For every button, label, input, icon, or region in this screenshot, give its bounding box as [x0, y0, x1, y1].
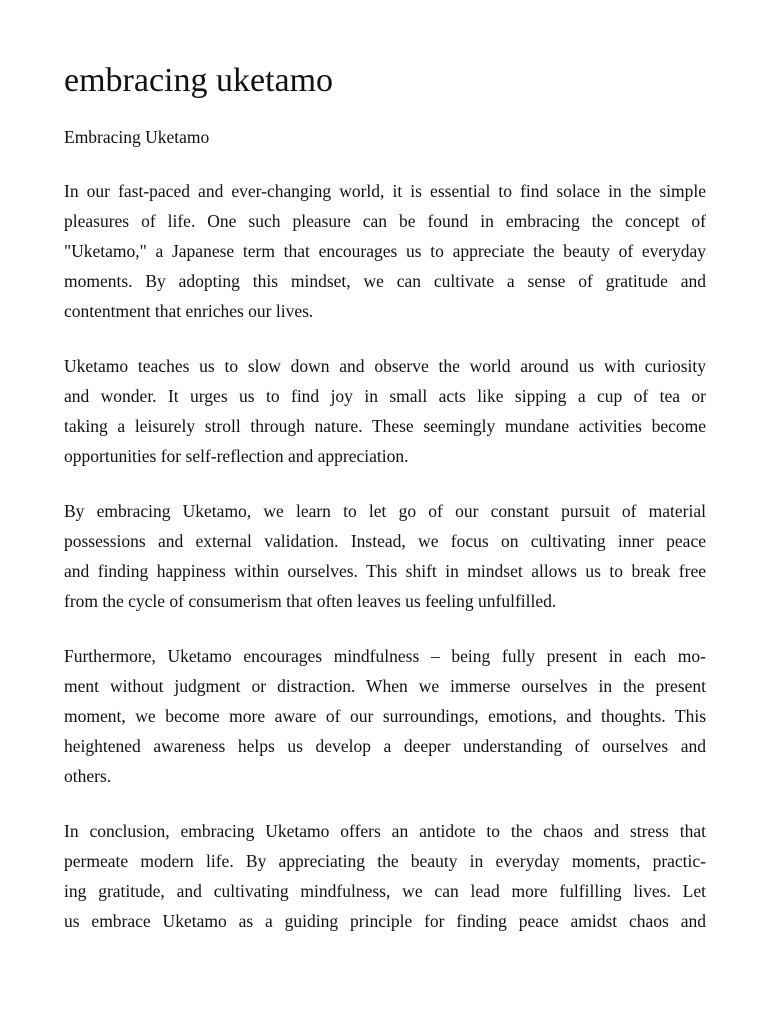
- paragraph-line: from the cycle of consumerism that often leaves us feeling unfulfilled.: [64, 591, 557, 611]
- paragraph-2: [64, 351, 706, 471]
- paragraph-line: moments. By adopting this mindset, we can cultivate a sense of gratitude and: [64, 271, 706, 291]
- paragraph-5: [64, 816, 706, 936]
- paragraph-line: and wonder. It urges us to find joy in small acts like sipping a cup of tea or: [64, 386, 706, 406]
- document-body: [64, 176, 706, 961]
- paragraph-line: moment, we become more aware of our surroundings, emotions, and thoughts. This: [64, 706, 706, 726]
- paragraph-1: [64, 176, 706, 326]
- document-subtitle: Embracing Uketamo: [64, 127, 210, 147]
- paragraph-4: [64, 641, 706, 791]
- paragraph-line: others.: [64, 766, 112, 786]
- paragraph-line: By embracing Uketamo, we learn to let go of our constant pursuit of material: [64, 501, 706, 521]
- paragraph-line: contentment that enriches our lives.: [64, 301, 314, 321]
- paragraph-line: Uketamo teaches us to slow down and observe the world around us with curiosity: [64, 356, 706, 376]
- document-title: embracing uketamo: [64, 62, 334, 99]
- paragraph-line: possessions and external validation. Instead, we focus on cultivating inner peace: [64, 531, 706, 551]
- paragraph-line: permeate modern life. By appreciating the beauty in everyday moments, practic-: [64, 851, 706, 871]
- paragraph-line: taking a leisurely stroll through nature. These seemingly mundane activities become: [64, 416, 706, 436]
- paragraph-line: In conclusion, embracing Uketamo offers an antidote to the chaos and stress that: [64, 821, 706, 841]
- paragraph-line: heightened awareness helps us develop a deeper understanding of ourselves and: [64, 736, 706, 756]
- paragraph-line: ing gratitude, and cultivating mindfulness, we can lead more fulfilling lives. Let: [64, 881, 706, 901]
- paragraph-line: Furthermore, Uketamo encourages mindfulness – being fully present in each mo-: [64, 646, 706, 666]
- paragraph-line: In our fast-paced and ever-changing world, it is essential to find solace in the simple: [64, 181, 706, 201]
- paragraph-line: opportunities for self-reflection and appreciation.: [64, 446, 409, 466]
- paragraph-line: pleasures of life. One such pleasure can be found in embracing the concept of: [64, 211, 706, 231]
- paragraph-line: and finding happiness within ourselves. This shift in mindset allows us to break free: [64, 561, 706, 581]
- paragraph-3: [64, 496, 706, 616]
- paragraph-line: "Uketamo," a Japanese term that encourages us to appreciate the beauty of everyday: [64, 241, 706, 261]
- paragraph-line: ment without judgment or distraction. When we immerse ourselves in the present: [64, 676, 706, 696]
- paragraph-line: us embrace Uketamo as a guiding principle for finding peace amidst chaos and: [64, 911, 706, 931]
